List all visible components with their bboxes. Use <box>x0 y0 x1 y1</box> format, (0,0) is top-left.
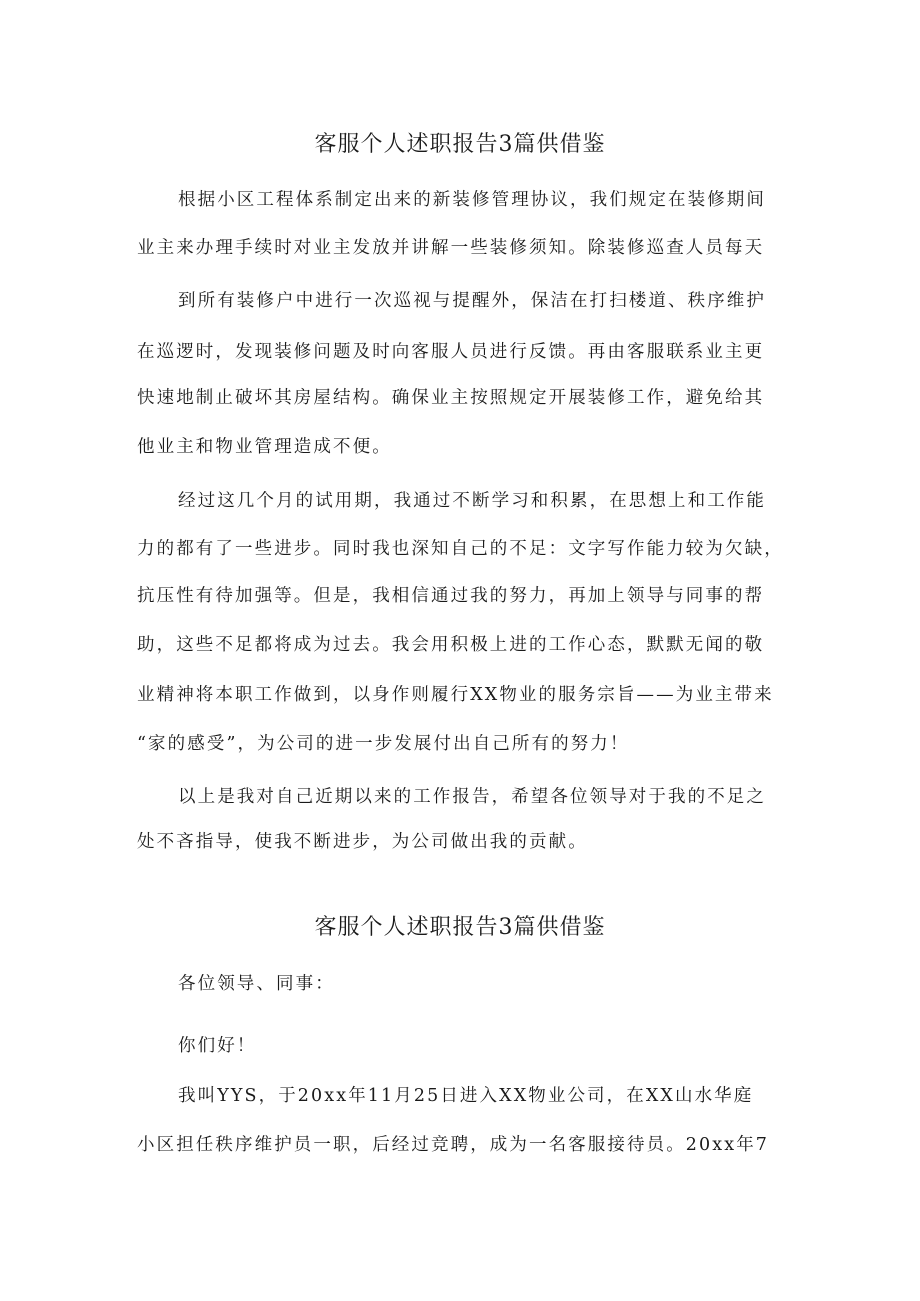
paragraph-2-line-1: 到所有装修户中进行一次巡视与提醒外，保洁在打扫楼道、秩序维护 <box>178 291 766 311</box>
greeting: 你们好！ <box>178 1036 257 1056</box>
paragraph-3-line-4: 助，这些不足都将成为过去。我会用积极上进的工作心态，默默无闻的敬 <box>137 635 765 655</box>
intro-line-2: 小区担任秩序维护员一职，后经过竞聘，成为一名客服接待员。20xx年7 <box>137 1135 770 1155</box>
salutation: 各位领导、同事： <box>178 974 335 994</box>
paragraph-2-line-3: 快速地制止破坏其房屋结构。确保业主按照规定开展装修工作，避免给其 <box>137 388 765 408</box>
paragraph-2-line-2: 在巡逻时，发现装修问题及时向客服人员进行反馈。再由客服联系业主更 <box>137 342 765 362</box>
paragraph-4-line-2: 处不吝指导，使我不断进步，为公司做出我的贡献。 <box>137 832 588 852</box>
paragraph-3-line-1: 经过这几个月的试用期，我通过不断学习和积累，在思想上和工作能 <box>178 491 766 511</box>
paragraph-3-line-3: 抗压性有待加强等。但是，我相信通过我的努力，再加上领导与同事的帮 <box>137 586 765 606</box>
paragraph-1-line-1: 根据小区工程体系制定出来的新装修管理协议，我们规定在装修期间 <box>178 190 766 210</box>
section-title-2: 客服个人述职报告3篇供借鉴 <box>314 915 606 940</box>
paragraph-3-line-2: 力的都有了一些进步。同时我也深知自己的不足：文字写作能力较为欠缺， <box>137 539 784 559</box>
paragraph-3-line-5: 业精神将本职工作做到，以身作则履行XX物业的服务宗旨——为业主带来 <box>137 685 774 705</box>
section-title-1: 客服个人述职报告3篇供借鉴 <box>314 132 606 157</box>
paragraph-2-line-4: 他业主和物业管理造成不便。 <box>137 437 392 457</box>
intro-line-1: 我叫YYS，于20xx年11月25日进入XX物业公司，在XX山水华庭 <box>178 1086 754 1106</box>
paragraph-1-line-2: 业主来办理手续时对业主发放并讲解一些装修须知。除装修巡查人员每天 <box>137 238 765 258</box>
paragraph-3-line-6: “家的感受”，为公司的进一步发展付出自己所有的努力！ <box>137 734 630 754</box>
paragraph-4-line-1: 以上是我对自己近期以来的工作报告，希望各位领导对于我的不足之 <box>178 787 766 807</box>
